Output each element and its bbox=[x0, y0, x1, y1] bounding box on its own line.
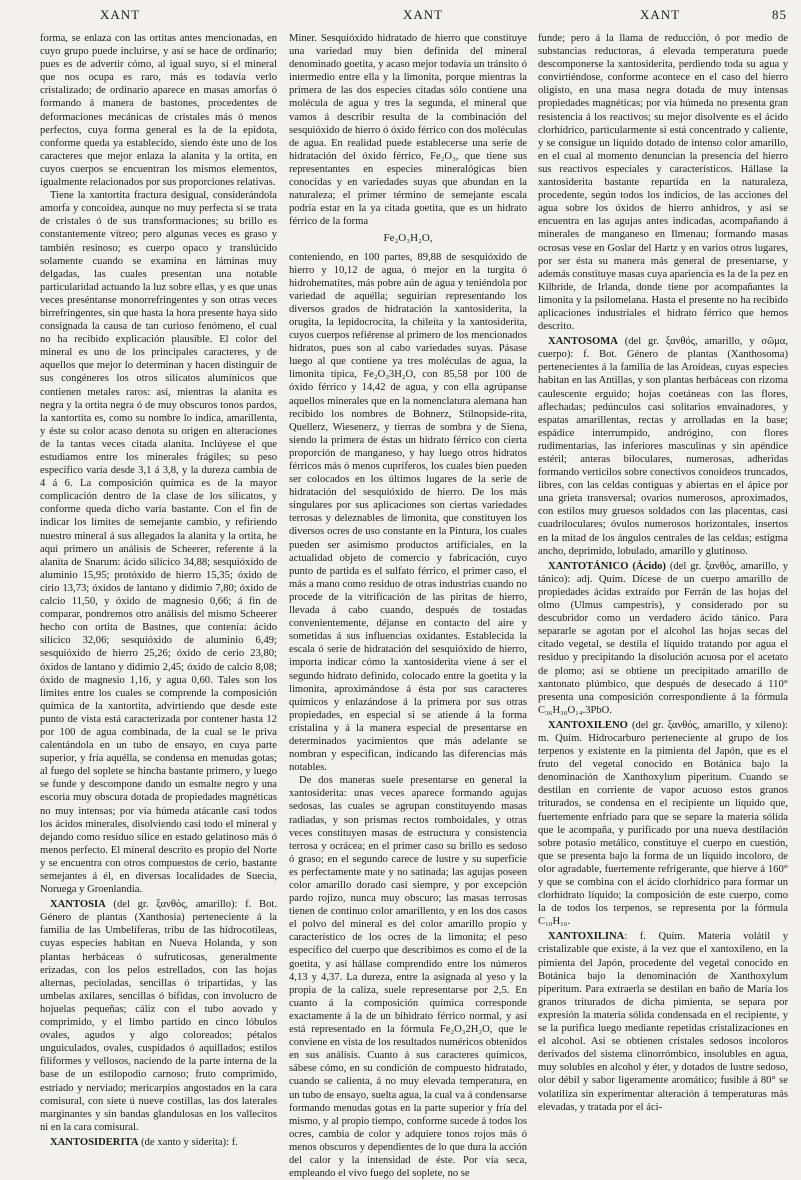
entry-xantosoma bbox=[538, 335, 788, 558]
entry-body: (del gr. ξανθός, amarillo, y xileno): m. Quím. Hidrocarburo perteneciente al grupo de los terpenos y existente en la pimienta del Japón, que es el fruto del vegetal conocido en Botánica bajo la denominación de Xanthoxylum piperitum. Cuando se destilan en corriente de vapor acuoso estos granos triturados, se condensa en el recipiente un líquido que, fuertemente enfriado para que se separe la materia sólida que le acompaña, y purificado por una nueva destilación sobre potasio metálico, constituye el cuerpo en cuestión, que se presenta bajo la forma de un líquido incoloro, de olor agradable, fuertemente refrigerante, que hierve á 160° y que se combina con el ácido clorhídrico para formar un clorhidrato líquido; la composición de este cuerpo, como la de todos los terpenos, se representa por la fórmula C₁₀H₁₆. bbox=[538, 719, 788, 928]
paragraph: conteniendo, en 100 partes, 89,88 de sesquióxido de hierro y 10,12 de agua, ó mejor en la turgita ó hidrohematites, más pobre aún de agua y teniéndola por variedad de aquélla; seguirían representando los diversos grados de hidratación la xantosiderita, la orugita, la lepidocrocita, la chileíta y la xantosiderita, cuyos cuerpos refiérense al primero de los mencionados hidratos, pues son al cabo variedades suyas. Pásase luego al que contiene ya tres moléculas de agua, la limonita típica, Fe₂O₃3H₂O, con 85,58 por 100 de óxido férrico y 14,42 de agua, y con ella agrúpanse aquellos minerales que en la nomenclatura alemana han recibido los nombres de Bohnerz, Stilnopside-rita, Quellerz, Wiesenerz, y tierras de sombra y de Siena, siendo la primera de éstas un hidrato férrico con cierta proporción de manganeso, y hay luego otros hidratos férricos más ó menos cupríferos, los cuales bien pueden ser colocados en los últimos lugares de la serie de hidratación del sesquióxido de hierro. De los más singulares por sus aplicaciones son ciertas variedades terrosas y deleznables de limonita, que constituyen los diversos ocres de uso constante en la Pintura, los cuales pueden ser asimismo productos artificiales, en la actualidad objeto de comercio y fabricación, cuyo punto de partida es el sulfato férrico, el primer caso, el más a mano como residuo de otras industrias cuando no procede de la vitrificación de las piritas de hierro, llevada á cabo cuando, después de tostadas convenientemente, déjanse en contacto del aire y sometidas á sus influencias oxidantes. Establecida la escala ó serie de hidratación del sesquióxido de hierro, importa indicar cómo la xantosiderita viene á ser el segundo hidrato definido, colocado entre la goetita y la limonita, aproximándose á ésta por sus caracteres químicos y enlazándose á la primera por sus otras propiedades, en especial si se atiende á la forma cristalina y á la manera especial de presentarse en determinados yacimientos que más adelante se nombran y especifican, indicando las diferencias más notables. bbox=[289, 251, 527, 774]
paragraph: Miner. Sesquióxido hidratado de hierro que constituye una variedad muy bien definida del mineral denominado goetita, y acaso mejor todavía un tránsito ó intermedio entre ella y la limonita, porque mientras la primera de las dos especies citadas sólo contiene una molécula de agua y tres la segunda, el mineral que vamos á describir resulta de la combinación del sesquióxido de hierro ó óxido férrico con dos moléculas de agua. En realidad puede establecerse una serie de hidratación del óxido férrico, Fe₂O₃, que tiene sus representantes en especies mineralógicas bien conocidas y en variedades suyas que abundan en la naturaleza; el primer término de semejante escala podría estar en la ya citada goetita, que es un hidrato férrico de la forma bbox=[289, 33, 527, 228]
entry-xantosiderita bbox=[40, 1136, 277, 1149]
paragraph: Tiene la xantortita fractura desigual, considerándola amorfa y concoidea, aunque no muy perfecta si se trata de cristales ó de sus transformaciones; su brillo es constantemente vítreo; pero algunas veces es graso y también resinoso; es cuerpo opaco y translúcido solamente cuando se examina en láminas muy delgadas, las cuales presentan una notable particularidad actuando la luz sobre ellas, y es que unas veces preséntanse monorrefringentes y son otras veces birrefringentes, sin que hasta la hora presente haya sido consignada la causa de tan curioso fenómeno, el cual no ha recibido explicación plausible. El color del mineral es uno de los principales caracteres, y de aquellos que mejor lo determinan y hacen distinguir de sus congéneres los otros silicatos alumínicos que contienen metales raros: así, mientras la alanita es negra y la ortita negra ó de muy obscuros tonos pardos, la xantortita es, como su nombre lo indica, amarillenta, y éste su color acaso denota su origen en alteraciones de la tantas veces citada alanita. Inclúyese el que estudiamos entre los minerales frágiles; su peso específico varía desde 3,1 á 3,8, y la dureza cambia de 4 á 6. La composición química es de la mayor complicación dentro de la clase de los silicatos, y conforme queda dicho varía bastante. Con el fin de indicar los límites de semejante cambio, y refiriendo nuestro mineral á sus allegados la alanita y la ortita, he aquí primero un análisis de Scheerer, referente á la alanita de Snarum: ácido silícico 34,88; sesquióxido de aluminio 15,95; protóxido de hierro 15,35; óxido de cirio 13,73; óxidos de lantano y didimio 7,80; óxido de calcio 11,50, y óxido de magnesio 0,66; á fin de comparar, pondremos otro análisis del mismo Scheerer hecho con ortita de Bastnes, que contenía: ácido silícico 32,06; sesquióxido de aluminio 6,49; sesquióxido de hierro 25,26; óxido de cerio 23,80; óxidos de lantano y didimio 2,45; óxido de calcio 8,08; óxido de magnesio 1,16, y agua 0,60. Tales son los límites entre los cuales se comprende la composición química de la xantortita, advirtiendo que desde este punto de vista está caracterizada por contener hasta 12 por 100 de agua combinada, de la cual se le priva calentándola en un tubo de ensayo, en cuya parte superior, y fría aquélla, se condensa en menudas gotas; al fuego del soplete se hincha bastante primero, y luego se funde y descompone dando un esmalte negro y una escoria muy obscura dotada de propiedades magnéticas no muy intensas; por vía húmeda atácanle casi todos los ácidos minerales, disolviendo casi todo el mineral y dejando como residuo sílice en estado gelatinoso más ó menos perfecto. El mineral descrito es propio del Norte y se encuentra con otros compuestos de cerio, bastante semejantes á él, en diversas localidades de Suecia, Noruega y Groenlandia. bbox=[40, 190, 277, 896]
entry-xantotanico bbox=[538, 560, 788, 717]
header-right: XANT bbox=[640, 7, 681, 22]
entry-xantosia bbox=[40, 898, 277, 1134]
headword: XANTOXILENO bbox=[548, 719, 628, 731]
headword: XANTOXILINA bbox=[548, 931, 625, 943]
running-header bbox=[40, 5, 789, 25]
entry-body: (de xanto y siderita): f. bbox=[138, 1136, 238, 1148]
entry-body: (del gr. ξανθός, amarillo, y σῶμα, cuerpo): f. Bot. Género de plantas (Xanthosoma) pertenecientes á la familia de las Aroídeas, cuyas especies habitan en las Antillas, y son plantas herbáceas con rizoma caulescente erguido; hojas coetáneas con las flores, aflechadas; pedúnculos casi solitarios envainadores, y espatas amarillentas, rectas y arrolladas en la base; espádice interrumpido, andrógino, con flores rudimentarias, las inferiores masculinas y sin apéndice estéril; anteras biloculares, numerosas, adheridas formando verticilos sobre conectivos conoideos truncados, libres, con las celdas contiguas y abiertas en el ápice por una grieta transversal; ovarios numerosos, aproximados, con estilos muy gruesos soldados con las placentas, casi cuadriloculares; óvulos numerosos horizontales, insertos en la mitad de los ángulos centrales de las celdas; estigma ancho, deprimido, lobulado, amarillo y glutinoso. bbox=[538, 336, 788, 557]
headword: XANTOSOMA bbox=[548, 336, 618, 348]
page-number: 85 bbox=[772, 7, 787, 22]
header-middle: XANT bbox=[403, 7, 444, 22]
paragraph: funde; pero á la llama de reducción, ó por medio de substancias reductoras, á elevada temperatura puede descomponerse la xantosiderita, perdiendo toda su agua y convirtiéndose, conforme acontece en el caso del hierro oligisto, en una masa negra dotada de muy intensas propiedades magnéticas; por vía húmeda no presenta gran resistencia á los reactivos; su mejor disolvente es el ácido clorhídrico, particularmente si está concentrado y caliente, y se consigue un líquido dotado de intenso color amarillo, en el cual al momento denuncian la presencia del hierro sus reactivos especiales y característicos. Hállase la xantosiderita bastante repartida en la naturaleza, procedente, según todos los indicios, de las acciones del agua sobre los óxidos de hierro anhidros, y así se encuentra en las agujas antes indicadas, acompañando á minerales de manganeso en Ilmenau; formando masas ocrosas vese en Goslar del Hartz y en varios otros lugares, por ser ésta su manera más general de presentarse, y además constituye masas cuya apariencia es la de la pez en Kilbride, de Irlanda, donde tiene por acompañantes la limonita y la psilomelana. Hasta el presente no ha recibido aplicaciones industriales el hidrato férrico que hemos descrito. bbox=[538, 33, 789, 333]
headword: XANTOSIDERITA bbox=[50, 1136, 139, 1148]
entry-body: (del gr. ξανθός, amarillo, y tánico): adj. Quím. Dícese de un cuerpo amarillo de propiedades ácidas extraído por Ferrán de las hojas del olmo (Ulmus campestris), y considerado por su descubridor como un verdadero ácido tánico. Para separarle se agotan por el alcohol las hojas secas del citado vegetal, se destila el líquido tratando por agua el residuo y precipitando la disolución acuosa por el acetato de plomo; así se obtiene un precipitado amarillo de xantonato plúmbico, que después de desecado á 110° presenta una composición correspondiente á la fórmula C₃₆H₃₀O₁₄.3PbO. bbox=[538, 560, 788, 716]
entry-xantoxileno bbox=[538, 719, 788, 929]
paragraph: De dos maneras suele presentarse en general la xantosiderita: unas veces aparece formando agujas sedosas, las cuales se agrupan constituyendo masas radiadas, y son prismas rectos romboidales, y otras veces constituyen masas de estructura y consistencia terrosa y ocrácea; en el primer caso su brillo es sedoso ó graso; en el segundo carece de lustre y su superficie es perfectamente mate y no satinada; las agujas poseen color amarillo dorado casi siempre, y por excepción pardo rojizo, nunca muy obscuro; las masas terrosas tienen de continuo color amarillento, y en los dos casos el polvo del mineral es del color amarillo propio y característico de los ocres de la limonita; el peso específico del cuerpo que describimos es como el de la goetita, y así hállase comprendido entre los números 4,13 y 4,37. La dureza, entre la asignada al yeso y la propia de la caliza, suele representarse por 2,5. En cuanto á la composición química corresponde exactamente á la de un bihidrato férrico normal, y así está representado en la fórmula Fe₂O₃2H₂O, que le conviene en vista de los resultados numéricos obtenidos en sus análisis. Cuanto á sus caracteres químicos, sábese cómo, en su condición de compuesto hidratado, cuando se calienta, á no muy elevada temperatura, en un tubo de ensayo, suelta agua, la cual va á condensarse formando menudas gotas en la parte superior y fría del mismo, y al propio tiempo, conforme sucede á todos los ocres, cambia de color y adquiere tonos rojos más ó menos obscuros y dependientes de lo que dura la acción del calor y la intensidad de éste. Por vía seca, empleando el vivo fuego del soplete, no se bbox=[289, 775, 527, 1180]
column-1 bbox=[40, 32, 277, 1162]
entry-xantoxilina bbox=[538, 930, 788, 1113]
chemical-formula: Fe₂O₃H₂O, bbox=[383, 232, 433, 245]
entry-body: (del gr. ξανθός, amarillo): f. Bot. Género de plantas (Xanthosia) perteneciente á la familia de las Umbelíferas, tribu de las hidrocotíleas, cuyas especies habitan en Nueva Holanda, y son plantas herbáceas ó sufruticosas, generalmente erizadas, con los pelos estrellados, con las hojas alternas, pecioladas, sencillas ó trípartidas, y las umbelas axilares, sencillas ó bífidas, con involucro de hojuelas pequeñas; cáliz con el tubo aovado y comprimido, y el limbo partido en cinco lóbulos ovales, agudos y algo coloreados; pétalos unguiculados, ovales, cuspidados ó aquillados; estilos filiformes y vellosos, naciendo de la parte interna de la base de un estilopodio carnoso; fruto comprimido, estriado y nerviado; mericarpios angostados en la cara comisural, con siete ú nueve costillas, las dos laterales marginantes y sin bandas glandulosas en los vallecitos ni en la cara comisural. bbox=[40, 899, 277, 1133]
paragraph: forma, se enlaza con las ortitas antes mencionadas, en cuyo grupo puede incluirse, y así se hace de ordinario; pues es de advertir cómo, al igual suyo, si el mineral que nos ocupa es raro, más es todavía verlo cristalizado; de ordinario aparece en masas amorfas ó formando á manera de bastones, procedentes de deformaciones mecánicas de cristales más ó menos perfectos, cuya forma general es la de la epidota, conforme queda ya establecido, siendo éste uno de los caracteres que mejor enlaza la alanita y la ortita, en cuyos cuerpos se encuentran los mismos elementos, igualmente relacionados por sus proporciones relativas. bbox=[40, 33, 277, 189]
headword: XANTOTÁNICO (Ácido) bbox=[548, 560, 666, 572]
header-left: XANT bbox=[100, 7, 141, 22]
column-3 bbox=[538, 32, 788, 1162]
entry-body: : f. Quím. Materia volátil y cristalizable que existe, á la vez que el xantoxileno, en la pimienta del Japón, procedente del vegetal conocido en Botánica bajo la denominación de Xanthoxylum piperitum. Para extraerla se destilan en baño de María los granos triturados de dicha pimienta, se separa por expresión la materia sólida condensada en el recipiente, y se la purifica luego mediante repetidas cristalizaciones en el alcohol. Así se obtienen cristales sedosos incoloros derivados del sistema clinorrómbico, insolubles en agua, muy solubles en alcohol y éter, y dotados de lustre sedoso, olor débil y sabor ligeramente aromático; fusible á 80° se volatiliza sin experimentar alteración á temperaturas más elevadas, y tratada por el áci- bbox=[538, 931, 788, 1113]
headword: XANTOSIA bbox=[50, 899, 106, 911]
column-2 bbox=[289, 32, 527, 1180]
